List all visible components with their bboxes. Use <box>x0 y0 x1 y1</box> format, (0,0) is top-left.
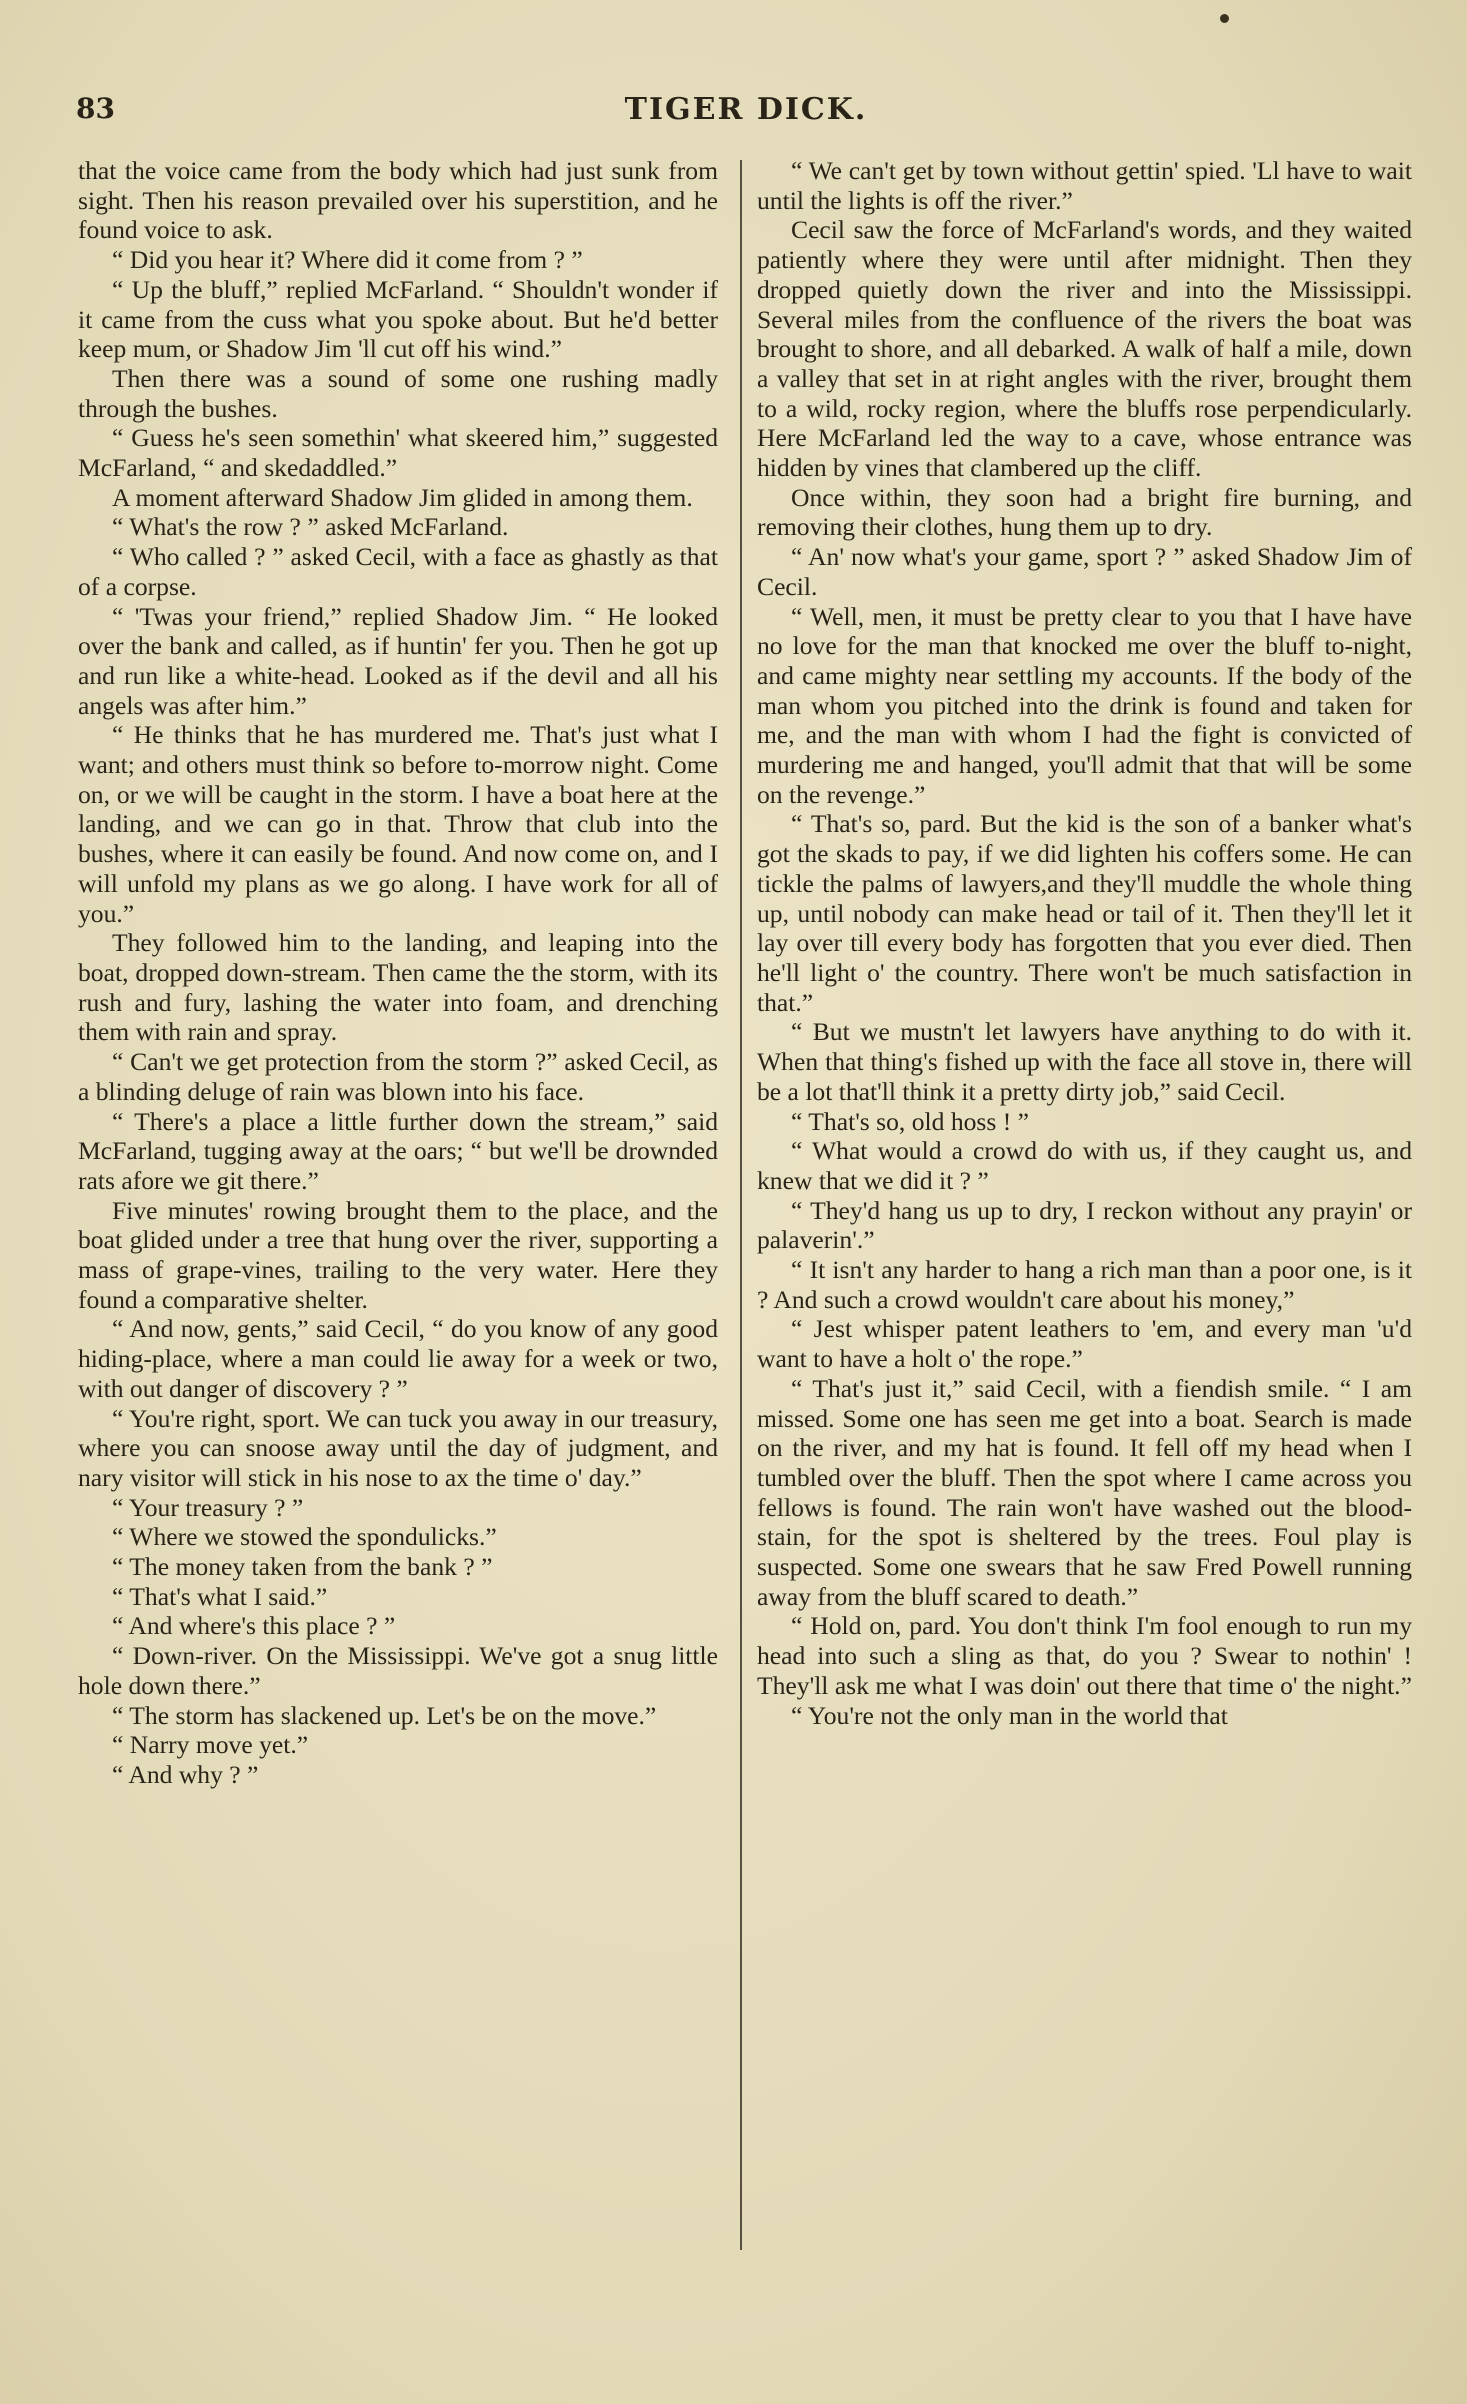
paragraph: “ But we mustn't let lawyers have anything to do with it. When that thing's fished up with the face all stove in, there will be a lot that'll think it a pretty dirty job,” said Cecil. <box>757 1017 1412 1106</box>
paragraph: “ Did you hear it? Where did it come from ? ” <box>112 245 583 275</box>
paragraph: “ Well, men, it must be pretty clear to you that I have have no love for the man that knocked me over the bluff to-night, and came mighty near settling my accounts. If the body of the man whom you pitched into the drink is found and taken for me, and the man with whom I had the fight is convicted of murdering me and hanged, you'll admit that that will be some on the revenge.” <box>757 601 1412 809</box>
paragraph: “ Jest whisper patent leathers to 'em, and every man 'u'd want to have a holt o' the rope.” <box>757 1314 1412 1374</box>
paragraph: “ Where we stowed the spondulicks.” <box>112 1522 497 1552</box>
page-number: 83 <box>76 92 115 125</box>
paragraph: “ And why ? ” <box>112 1759 259 1789</box>
paragraph: “ Hold on, pard. You don't think I'm fool enough to run my head into such a sling as that, do you ? Swear to nothin' ! They'll ask me what I was doin' out there that time o' the night.” <box>757 1611 1412 1700</box>
paragraph: “ Up the bluff,” replied McFarland. “ Shouldn't wonder if it came from the cuss what you spoke about. But he'd better keep mum, or Shadow Jim 'll cut off his wind.” <box>78 274 718 364</box>
paragraph: They followed him to the landing, and leaping into the boat, dropped down-stream. Then came the the storm, with its rush and fury, lashing the water into foam, and drenching them with rain and spray. <box>78 928 718 1047</box>
paragraph: “ Your treasury ? ” <box>112 1492 304 1522</box>
paragraph: “ There's a place a little further down the stream,” said McFarland, tugging away at the oars; “ but we'll be drownded rats afore we git there.” <box>78 1106 718 1195</box>
paragraph: Once within, they soon had a bright fire burning, and removing their clothes, hung them up to dry. <box>757 482 1412 542</box>
right-column <box>757 156 1412 1730</box>
page-header <box>76 92 1416 132</box>
paragraph: “ An' now what's your game, sport ? ” asked Shadow Jim of Cecil. <box>757 542 1412 601</box>
paragraph: “ It isn't any harder to hang a rich man than a poor one, is it ? And such a crowd wouldn't care about his money,” <box>757 1255 1412 1314</box>
paragraph: A moment afterward Shadow Jim glided in among them. <box>112 482 693 512</box>
column-divider <box>740 160 742 2250</box>
paragraph: Five minutes' rowing brought them to the place, and the boat glided under a tree that hung over the river, supporting a mass of grape-vines, trailing to the very water. Here they found a comparative shelter. <box>78 1195 718 1314</box>
paragraph: “ That's so, old hoss ! ” <box>791 1106 1030 1136</box>
paragraph: “ You're right, sport. We can tuck you away in our treasury, where you can snoose away until the day of judgment, and nary visitor will stick in his nose to ax the time o' day.” <box>78 1403 718 1492</box>
paragraph: “ What's the row ? ” asked McFarland. <box>112 512 509 542</box>
paragraph: “ That's so, pard. But the kid is the son of a banker what's got the skads to pay, if we did lighten his coffers some. He can tickle the palms of lawyers,and they'll muddle the whole thing up, until nobody can make head or tail of it. Then they'll let it lay over till every body has forgotten that you ever died. Then he'll light o' the country. There won't be much satisfaction in that.” <box>757 809 1412 1017</box>
paragraph: “ The money taken from the bank ? ” <box>112 1552 493 1582</box>
paragraph: “ He thinks that he has murdered me. That's just what I want; and others must think so before to-morrow night. Come on, or we will be caught in the storm. I have a boat here at the landing, and we can go in that. Throw that club into the bushes, where it can easily be found. And now come on, and I will unfold my plans as we go along. I have work for all of you.” <box>78 720 718 928</box>
paragraph: “ Who called ? ” asked Cecil, with a face as ghastly as that of a corpse. <box>78 542 718 601</box>
paragraph: “ Down-river. On the Mississippi. We've got a snug little hole down there.” <box>78 1641 718 1700</box>
paragraph: “ 'Twas your friend,” replied Shadow Jim. “ He looked over the bank and called, as if huntin' fer you. Then he got up and run like a white-head. Looked as if the devil and all his angels was after him.” <box>78 601 718 720</box>
paragraph: “ We can't get by town without gettin' spied. 'Ll have to wait until the lights is off the river.” <box>757 156 1412 215</box>
paragraph: Then there was a sound of some one rushing madly through the bushes. <box>78 363 718 423</box>
paragraph: “ Can't we get protection from the storm ?” asked Cecil, as a blinding deluge of rain was blown into his face. <box>78 1047 718 1106</box>
paragraph: “ And where's this place ? ” <box>112 1611 396 1641</box>
paragraph: Cecil saw the force of McFarland's words, and they waited patiently where they were until after midnight. Then they dropped quietly down the river and into the Mississippi. Several miles from the confluence of the rivers the boat was brought to shore, and all debarked. A walk of half a mile, down a valley that set in at right angles with the river, brought them to a wild, rocky region, where the bluffs rose perpendicularly. Here McFarland led the way to a cave, whose entrance was hidden by vines that clambered up the cliff. <box>757 215 1412 483</box>
paragraph: “ That's just it,” said Cecil, with a fiendish smile. “ I am missed. Some one has seen me get into a boat. Search is made on the river, and my hat is found. It fell off my head when I tumbled over the bluff. Then the spot where I came across you fellows is found. The rain won't have washed out the blood-stain, for the spot is sheltered by the trees. Foul play is suspected. Some one swears that he saw Fred Powell running away from the bluff scared to death.” <box>757 1373 1412 1611</box>
paragraph: “ The storm has slackened up. Let's be on the move.” <box>112 1700 657 1730</box>
paragraph: “ And now, gents,” said Cecil, “ do you know of any good hiding-place, where a man could lie away for a week or two, with out danger of discovery ? ” <box>78 1314 718 1403</box>
paragraph: “ Narry move yet.” <box>112 1730 309 1760</box>
paragraph: “ That's what I said.” <box>112 1581 328 1611</box>
left-column <box>78 156 718 1790</box>
paragraph: “ What would a crowd do with us, if they caught us, and knew that we did it ? ” <box>757 1136 1412 1195</box>
paragraph: “ Guess he's seen somethin' what skeered him,” suggested McFarland, “ and skedaddled.” <box>78 423 718 483</box>
ink-spot <box>1220 14 1229 23</box>
running-title: TIGER DICK. <box>624 92 868 127</box>
paragraph: “ They'd hang us up to dry, I reckon without any prayin' or palaverin'.” <box>757 1195 1412 1255</box>
paragraph: “ You're not the only man in the world that <box>791 1700 1228 1730</box>
paragraph: that the voice came from the body which had just sunk from sight. Then his reason prevailed over his superstition, and he found voice to ask. <box>78 156 718 245</box>
